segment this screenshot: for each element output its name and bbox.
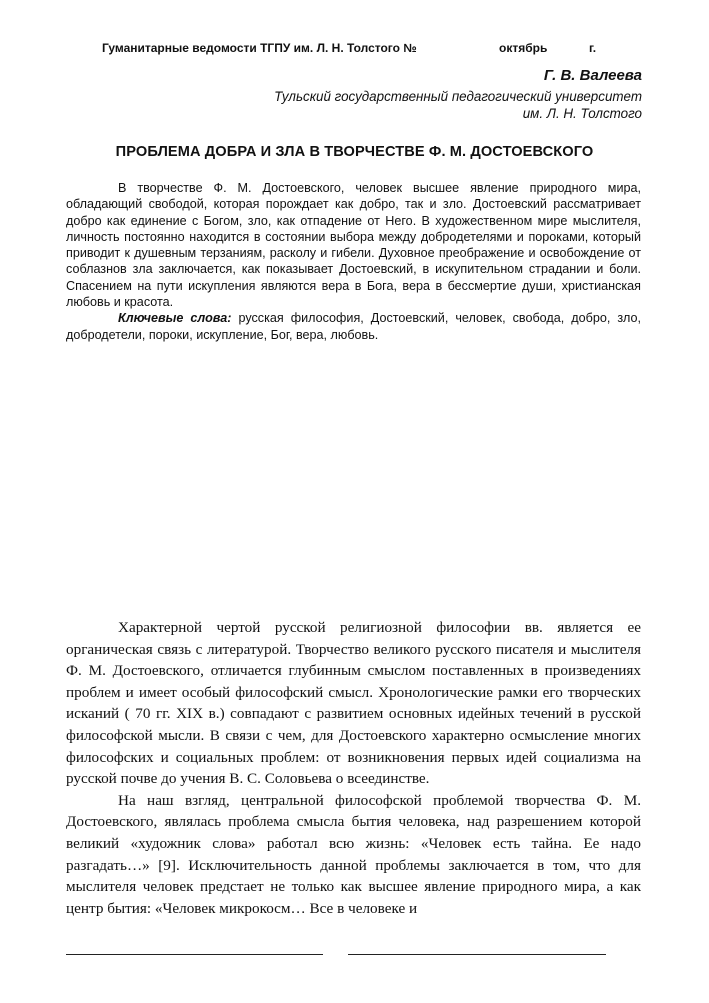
author-affiliation — [274, 88, 642, 122]
abstract-text: В творчестве Ф. М. Достоевского, человек высшее явление природного мира, обладающий свободой, которая порождает как добро, так и зло. Достоевский рассматривает добро как единение с Богом, зло, как отпадение от Него. В художественном мире мыслителя, личность постоянно находится в состоянии выбора между добродетелями и пороками, который приводит к душевным терзаниям, расколу и гибели. Духовное преображение и освобождение от соблазнов зла заключается, как показывает Достоевский, в искупительном страдании и боли. Спасением на пути искупления являются вера в Бога, вера в бессмертие души, христианская любовь и красота. — [66, 181, 641, 310]
running-header — [102, 41, 597, 55]
keywords — [66, 310, 641, 343]
author-name: Г. В. Валеева — [543, 67, 642, 84]
affiliation-line-1: Тульский государственный педагогический университет — [274, 89, 642, 104]
affiliation-line-2: им. Л. Н. Толстого — [522, 106, 642, 121]
body-paragraph: Характерной чертой русской религиозной философии вв. является ее органическая связь с литературой. Творчество великого русского писателя и мыслителя Ф. М. Достоевского, отличается глубинным смыслом поставленных в произведениях проблем и имеет особый философский смысл. Хронологические рамки его творческих исканий ( 70 гг. XIX в.) совпадают с развитием основных идейных течений в русской философской мысли. В связи с чем, для Достоевского характерно осмысление многих философских и социальных проблем: от возникновения первых идей социализма на русской почве до учения В. С. Соловьева о всеединстве. — [66, 619, 641, 788]
issue-month: октябрь — [499, 41, 548, 55]
issue-year: г. — [589, 41, 597, 55]
footnote-divider — [348, 954, 606, 955]
keywords-label: Ключевые слова: — [118, 311, 232, 326]
footnote-divider — [66, 954, 323, 955]
journal-name: Гуманитарные ведомости ТГПУ им. Л. Н. Толстого № — [102, 41, 417, 55]
abstract — [66, 180, 641, 343]
keywords-list: русская философия, Достоевский, человек, свобода, добро, зло, добродетели, пороки, искупление, Бог, вера, любовь. — [66, 311, 642, 342]
article-body — [66, 617, 641, 919]
article-title: ПРОБЛЕМА ДОБРА И ЗЛА В ТВОРЧЕСТВЕ Ф. М. ДОСТОЕВСКОГО — [115, 144, 594, 160]
body-paragraph: На наш взгляд, центральной философской проблемой творчества Ф. М. Достоевского, являлась проблема смысла бытия человека, над разрешением которой великий «художник слова» работал всю жизнь: «Человек есть тайна. Ее надо разгадать…» [9]. Исключительность данной проблемы заключается в том, что для мыслителя человек предстает не только как высшее явление природного мира, а как центр бытия: «Человек микрокосм… Все в человеке и — [66, 791, 641, 917]
